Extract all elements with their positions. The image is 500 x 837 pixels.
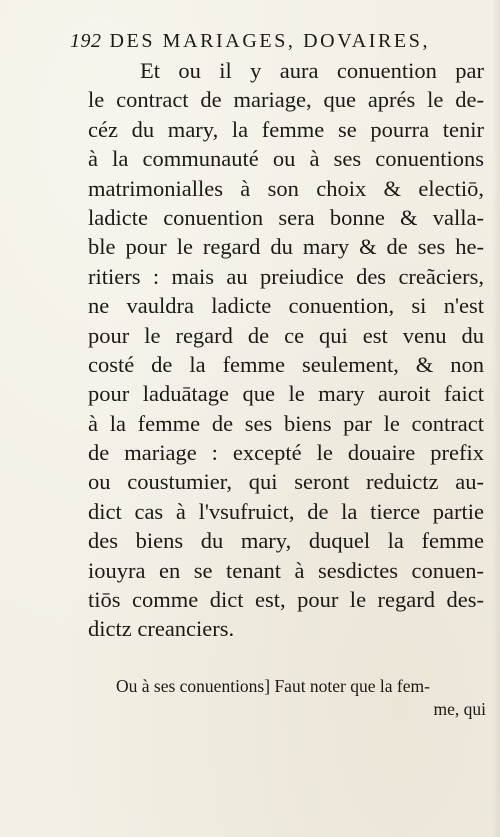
annotation-line: me, qui	[433, 699, 486, 719]
text-line: des biens du mary, duquel la femme	[88, 528, 484, 554]
text-line: ritiers : mais au preiudice des creãciers,	[88, 263, 484, 289]
text-line: matrimonialles à son choix & electiō,	[88, 175, 484, 201]
text-line: à la communauté ou à ses conuentions	[88, 146, 484, 172]
running-head	[70, 30, 470, 53]
text-line: ladicte conuention sera bonne & valla-	[88, 204, 484, 230]
body-text	[88, 56, 484, 644]
text-line: Et ou il y aura conuention par	[140, 58, 484, 83]
text-line: dictz creanciers.	[88, 616, 235, 642]
page-edge-shadow	[492, 0, 500, 837]
text-line: pour le regard de ce qui est venu du	[88, 322, 484, 348]
text-line: à la femme de ses biens par le contract	[88, 410, 484, 436]
running-title: DES MARIAGES, DOVAIRES,	[109, 30, 431, 52]
annotation-note	[116, 675, 486, 721]
text-line: le contract de mariage, que aprés le de-	[88, 87, 484, 113]
text-line: tiōs comme dict est, pour le regard des-	[88, 587, 484, 613]
text-line: de mariage : excepté le douaire prefix	[88, 440, 484, 466]
text-line: ble pour le regard du mary & de ses he-	[88, 234, 484, 260]
text-line: costé de la femme seulement, & non	[88, 351, 484, 377]
text-line: ou coustumier, qui seront reduictz au-	[88, 469, 484, 495]
annotation-line: Ou à ses conuentions] Faut noter que la fem-	[116, 676, 430, 696]
text-line: iouyra en se tenant à sesdictes conuen-	[88, 557, 484, 583]
page-number: 192	[70, 30, 102, 52]
text-line: ne vauldra ladicte conuention, si n'est	[88, 293, 484, 319]
text-line: céz du mary, la femme se pourra tenir	[88, 116, 484, 142]
text-line: dict cas à l'vsufruict, de la tierce partie	[88, 498, 484, 524]
text-line: pour laduātage que le mary auroit faict	[88, 381, 484, 407]
